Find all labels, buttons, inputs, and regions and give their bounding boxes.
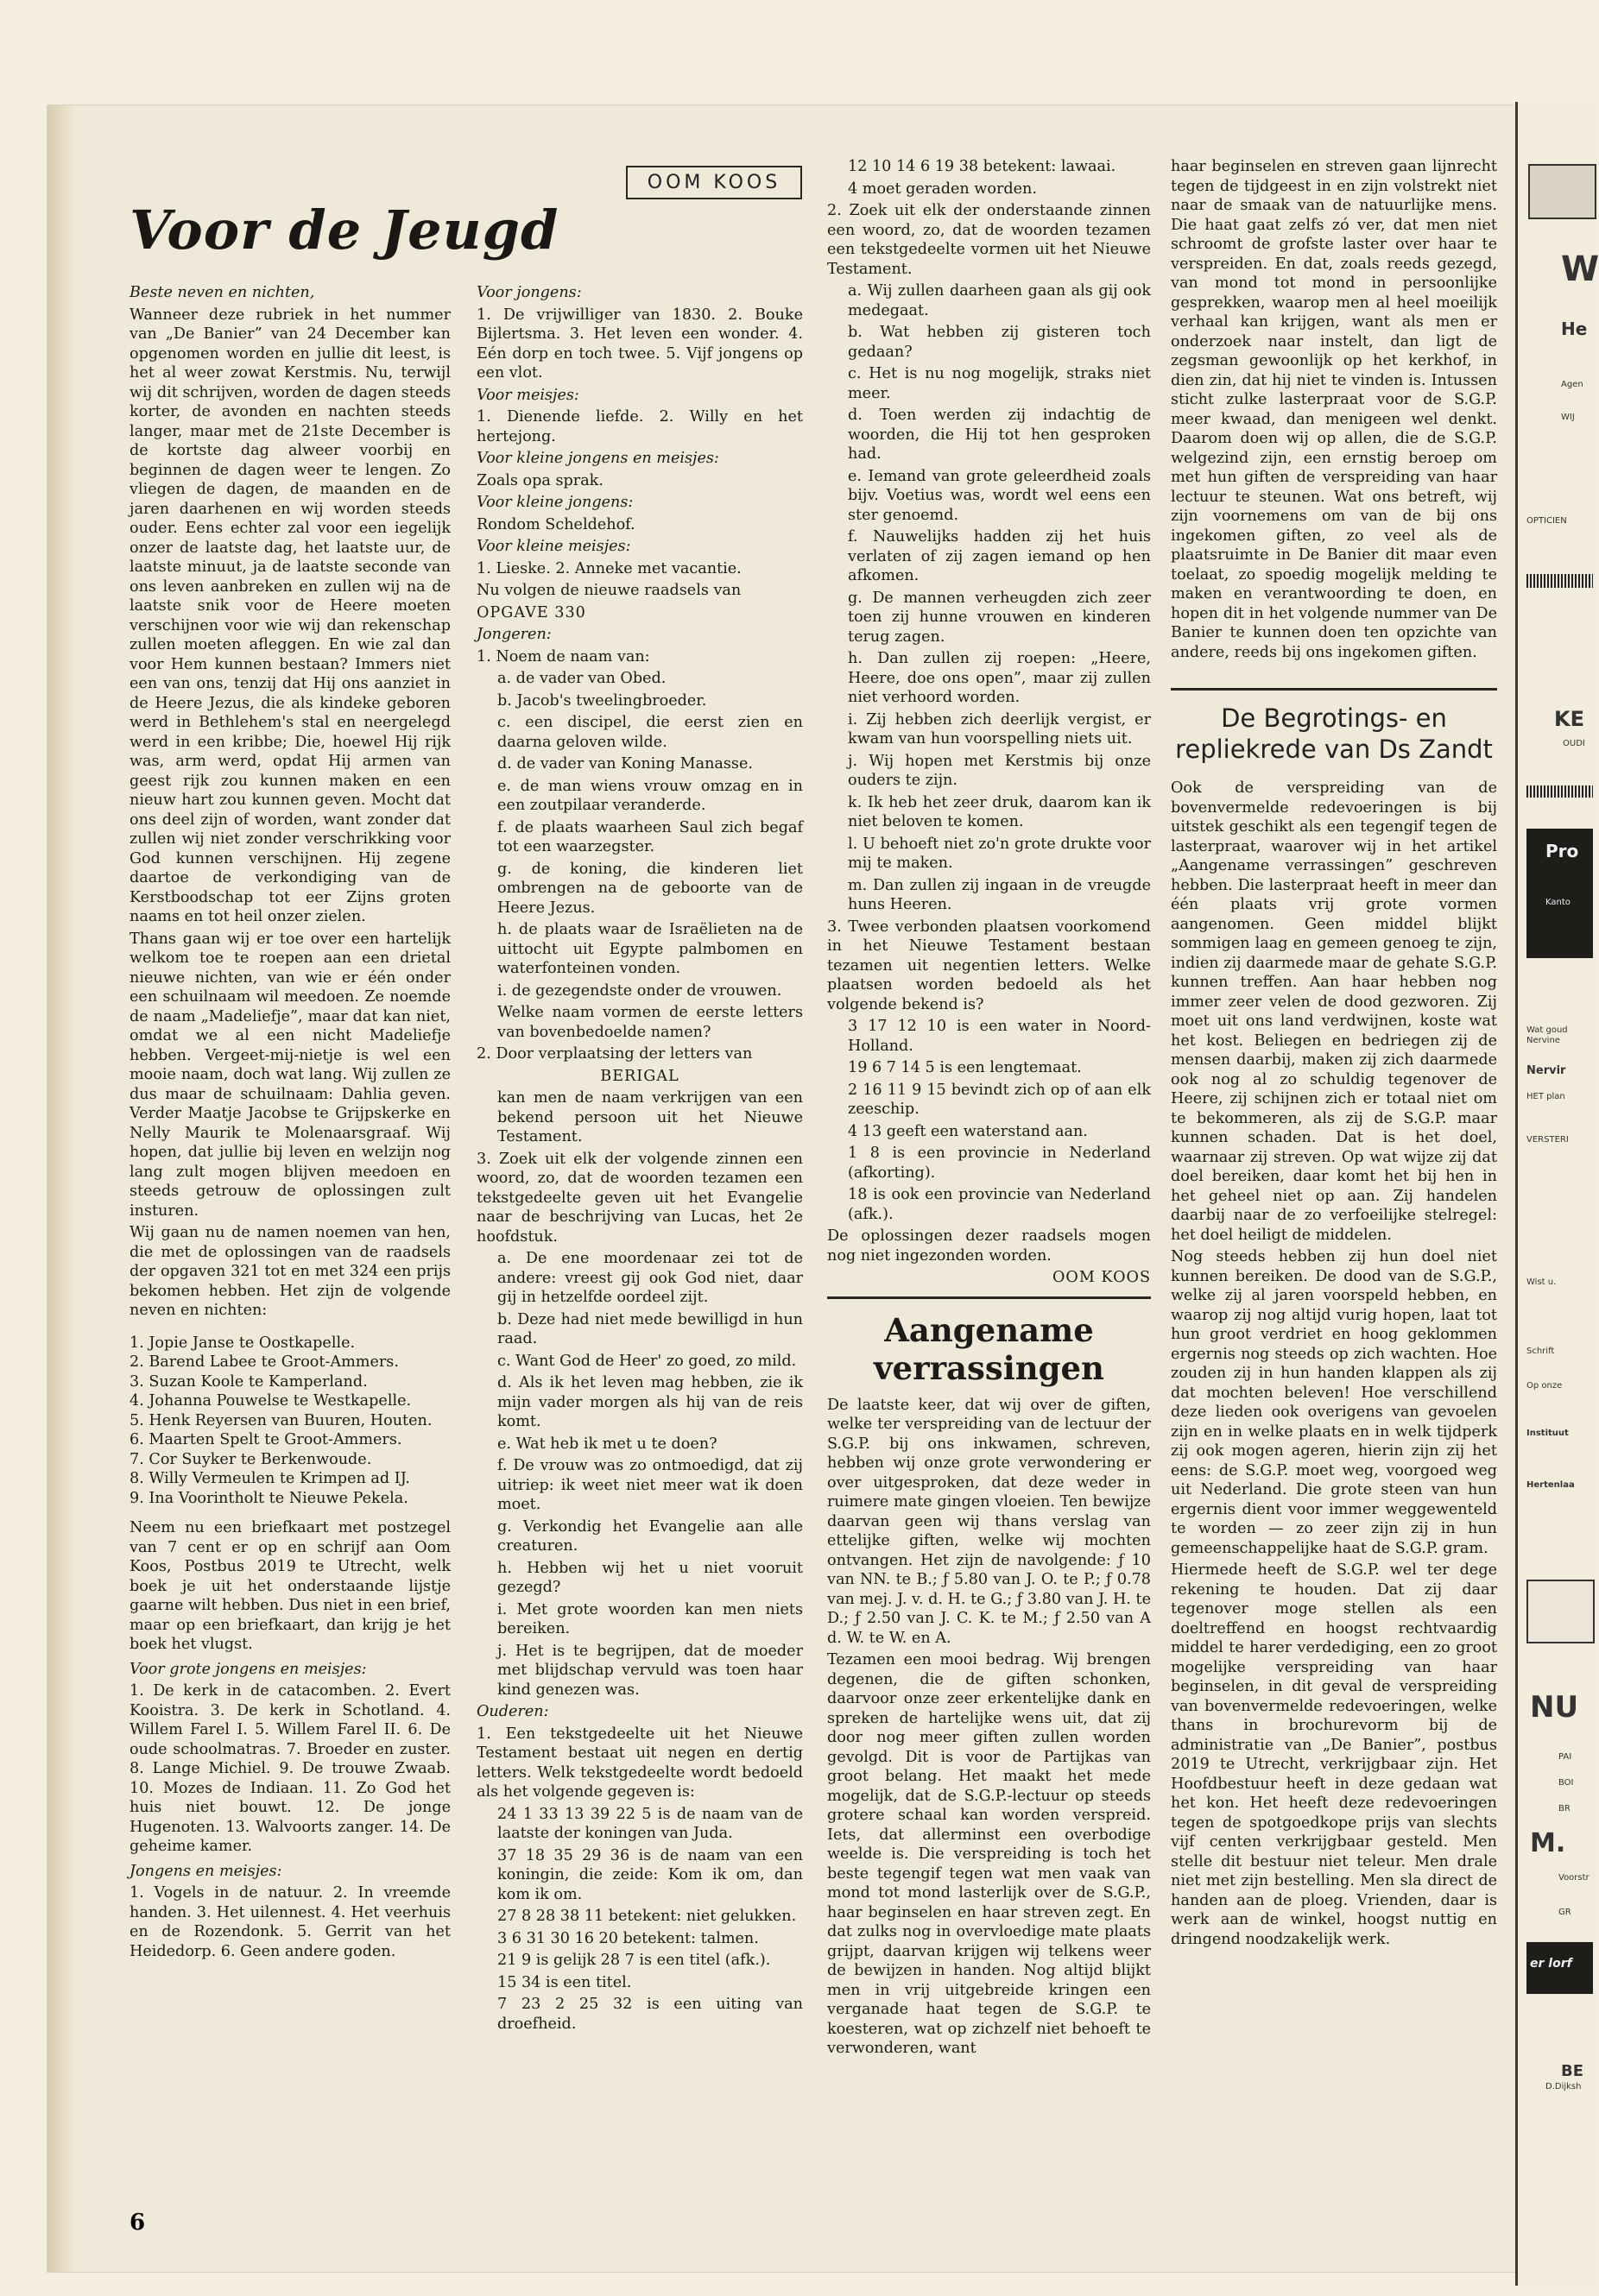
puzzle-item: c. een discipel, die eerst zien en daarna geloven wilde. xyxy=(497,714,803,751)
article-divider xyxy=(1171,688,1497,691)
column-4 xyxy=(1171,157,1497,1952)
winner-item: 9. Ina Voorintholt te Nieuwe Pekela. xyxy=(130,1489,408,1507)
puzzle-item: b. Jacob's tweelingbroeder. xyxy=(497,691,707,710)
strip-text: Agen xyxy=(1561,380,1583,389)
puzzle-item: 1. Een tekstgedeelte uit het Nieuwe Testament bestaat uit negen en dertig letters. Welk tekstgedeelte wordt bedoeld als het volgende gegeven is: xyxy=(477,1725,803,1801)
article-title-begrotingsrede: De Begrotings- en repliekrede van Ds Zandt xyxy=(1175,703,1493,764)
puzzle-item: l. U behoeft niet zo'n grote drukte voor mij te maken. xyxy=(848,835,1151,872)
signature: OOM KOOS xyxy=(1052,1269,1151,1286)
strip-text: BOI xyxy=(1558,1778,1574,1788)
section-label: Voor jongens: xyxy=(477,284,582,301)
puzzle-item: 2. Zoek uit elk der onderstaande zinnen een woord, zo, dat de woorden tezamen een tekstgedeelte vormen uit het Nieuwe Testament. xyxy=(827,202,1151,278)
paragraph: haar beginselen en streven gaan lijnrecht tegen de tijdgeest in en zijn volstrekt niet naar de smaak van de natuurlijke mens. Die haat gaat zelfs zó ver, dat men niet schroomt de grofste laster over haar te verspreiden. En dat, zoals reeds gezegd, van mond tot mond in persoonlijke gesprekken, waarop men al heel moeilijk verhaal kan krijgen, want als men er onderzoek naar instelt, dan ligt de zegsman gewoonlijk op het kerkhof, in dien zin, dat hij niet te vinden is. Intussen sticht zulke lasterpraat voor de S.G.P. meer kwaad, dan menigeen wel denkt. Daarom doen wij op allen, die de S.G.P. welgezind zijn, een ernstig beroep om met hun giften de verspreiding van haar lectuur te steunen. Wat ons betreft, wij zijn voornemens om van de bij ons ingekomen giften, zo veel als de plaatsruimte in De Banier dit maar even toelaat, zo spoedig mogelijk melding te maken en verantwoording te doen, en hopen dit in het volgende nummer van De Banier te kunnen doen ten opzichte van andere, reeds bij ons ingekomen giften. xyxy=(1171,158,1497,661)
strip-text: Schrift xyxy=(1526,1347,1555,1356)
puzzle-item: f. De vrouw was zo ontmoedigd, dat zij uitriep: ik weet niet meer wat ik doen moet. xyxy=(497,1457,803,1513)
article-title-aangename: Aangename verrassingen xyxy=(874,1310,1104,1387)
page-binding-edge xyxy=(47,105,73,2272)
strip-text: Wist u. xyxy=(1526,1277,1557,1287)
winner-item: 5. Henk Reyersen van Buuren, Houten. xyxy=(130,1411,433,1429)
page-number: 6 xyxy=(130,2210,146,2236)
puzzle-item: b. Deze had niet mede bewilligd in hun raad. xyxy=(497,1310,803,1347)
strip-ad-bar xyxy=(1528,164,1596,219)
strip-bars xyxy=(1526,574,1593,588)
paragraph: Wanneer deze rubriek in het nummer van „De Banier” van 24 December kan opgenomen worden en jullie dit leest, is het al weer zowat Kerstmis. Nu, terwijl wij dit schrijven, worden de dagen steeds korter, de avonden en nachten steeds langer, maar met de 21ste December is de kortste dag alweer voorbij en beginnen de dagen weer te lengen. Zo vliegen de dagen, de maanden en de jaren daarhenen en wij worden steeds ouder. Eens echter zal voor een iegelijk onzer de laatste dag, het laatste uur, de laatste minuut, ja de laatste seconde van ons leven aanbreken en zullen wij na de laatste snik voor de Heere moeten verschijnen voor wie wij dan rekenschap zullen moeten afleggen. En wie zal dan voor Hem kunnen bestaan? Immers niet een van ons, tenzij dat Hij ons aanziet in de Heere Jezus, die als kindeke geboren werd in Bethlehem's stal en neergelegd werd in een kribbe; Die, hoewel Hij rijk was, arm werd, opdat Hij armen van geest rijk zou kunnen maken en een nieuw hart zou kunnen geven. Mocht dat ons deel zijn of worden, want zonder dat zullen wij niet zonder verschrikking voor God kunnen verschijnen. Hij zegene daartoe de verkondiging van de Kerstboodschap tot eer Zijns groten naams en tot heil onzer zielen. xyxy=(130,306,451,925)
strip-text: Op onze xyxy=(1526,1381,1563,1391)
puzzle-item: i. Met grote woorden kan men niets bereiken. xyxy=(497,1600,803,1637)
puzzle-item: 1. Noem de naam van: xyxy=(477,647,650,665)
puzzle-item: j. Wij hopen met Kerstmis bij onze ouders te zijn. xyxy=(848,752,1151,789)
strip-text: Nervine xyxy=(1526,1036,1560,1045)
puzzle-item: 3. Twee verbonden plaatsen voorkomend in het Nieuwe Testament bestaan tezamen uit negentien letters. Welke plaatsen worden bedoeld als het volgende bekend is? xyxy=(827,918,1151,1013)
winner-item: 3. Suzan Koole te Kamperland. xyxy=(130,1372,368,1391)
puzzle-item: 37 18 35 29 36 is de naam van een koningin, die zeide: Kom ik om, dan kom ik om. xyxy=(497,1846,803,1903)
puzzle-item: 3. Zoek uit elk der volgende zinnen een woord, zo, dat de woorden tezamen een tekstgedeelte geven uit het Evangelie naar de beschrijving van Lucas, het 2e hoofdstuk. xyxy=(477,1150,803,1246)
winner-item: 1. Jopie Janse te Oostkapelle. xyxy=(130,1334,356,1352)
strip-text: PAI xyxy=(1558,1752,1572,1762)
strip-text: Wat goud xyxy=(1526,1025,1568,1035)
byline-box: OOM KOOS xyxy=(626,166,802,199)
puzzle-item: 1 8 is een provincie in Nederland (afkorting). xyxy=(848,1145,1151,1182)
strip-text: OUDI xyxy=(1563,739,1585,748)
puzzle-item: a. De ene moordenaar zei tot de andere: vreest gij ook God niet, daar gij in hetzelfde oordeel zijt. xyxy=(497,1250,803,1306)
strip-bars xyxy=(1526,785,1593,798)
puzzle-item: 24 1 33 13 39 22 5 is de naam van de laatste der koningen van Juda. xyxy=(497,1805,803,1842)
article-divider xyxy=(827,1296,1151,1299)
paragraph: Ook de verspreiding van de bovenvermelde redevoeringen is bij uitstek geschikt als een tegengif tegen de lasterpraat, waarover wij in het artikel „Aangename verrassingen” geschreven hebben. Die lasterpraat heeft in meer dan één plaats vrij grote vormen aangenomen. Geen middel blijkt sommigen laag en gemeen genoeg te zijn, indien zij daarmede maar de gehate S.G.P. kunnen treffen. Aan haar hebben nog immer zeer velen de dood gezworen. Zij moet uit ons land verdwijnen, koste wat het kost. Beliegen en bedriegen zij de mensen daarbij, maken zij zich daarmede ook nog al zo schuldig tegenover de Heere, zij schijnen zich er totaal niet om te bekommeren, als zij de S.G.P. maar kunnen schaden. Dat is het doel, waarnaar zij streven. Op wat wijze zij dat doel bereiken, daar komt het bij hen in het geheel niet op aan. Zij handelen daarbij naar de zo verfoeilijke stelregel: het doel heiligt de middelen. xyxy=(1171,779,1497,1244)
paragraph: Tezamen een mooi bedrag. Wij brengen degenen, die de giften schonken, daarvoor onze zeer erkentelijke dank en spreken de hartelijke wens uit, dat zij door nog meer giften zullen worden gevolgd. Dit is voor de Partijkas van groot belang. Het maakt het mede mogelijk, dat de S.G.P.-lectuur op steeds grotere schaal kan worden verspreid. Iets, dat allerminst een overbodige weelde is. Die verspreiding is toch het beste tegengif tegen wat men vaak van mond tot mond lasterlijk over de S.G.P., haar beginselen en haar streven zegt. En dat zulks nog in overvloedige mate plaats grijpt, daarvan krijgen wij telkens weer de bewijzen in handen. Nog altijd blijkt men in vrij uitgebreide kringen een verganade haat tegen de S.G.P. te koesteren, wat op zichzelf niet behoeft te verwonderen, want xyxy=(827,1651,1151,2057)
strip-text: er lorf xyxy=(1530,1957,1572,1971)
puzzle-item: f. Nauwelijks hadden zij het huis verlaten of zij zagen iemand op hen afkomen. xyxy=(848,528,1151,584)
puzzle-item: c. Het is nu nog mogelijk, straks niet meer. xyxy=(848,365,1151,402)
strip-text: HET plan xyxy=(1526,1092,1565,1101)
strip-text: W xyxy=(1561,249,1599,289)
strip-text: BE xyxy=(1561,2062,1584,2080)
section-label: Voor grote jongens en meisjes: xyxy=(130,1660,367,1678)
paragraph: Thans gaan wij er toe over een hartelijk welkom toe te roepen aan een drietal nieuwe nichten, van wie er één onder een schuilnaam wil meedoen. Ze noemde de naam „Madeliefje”, maar dat kan niet, omdat we al een nicht Madeliefje hebben. Vergeet-mij-nietje is wel een mooie naam, doch wat lang. Wij zullen ze dus maar de schuilnaam: Dahlia geven. Verder Maatje Jacobse te Grijpskerke en Nelly Maurik te Molenaarsgraaf. Wij hopen, dat jullie bij leven en welzijn nog lang zult mogen blijven meedoen en steeds getrouw de oplossingen zult insturen. xyxy=(130,930,451,1220)
strip-text: BR xyxy=(1558,1804,1571,1813)
book-list: 1. De vrijwilliger van 1830. 2. Bouke Bijlertsma. 3. Het leven een wonder. 4. Eén dorp en toch twee. 5. Vijf jongens op een vlot. xyxy=(477,306,803,382)
strip-text: M. xyxy=(1530,1828,1566,1858)
strip-text: D.Dijksh xyxy=(1545,2082,1582,2091)
puzzle-item: 15 34 is een titel. xyxy=(497,1973,632,1991)
puzzle-item: 4 13 geeft een waterstand aan. xyxy=(848,1122,1088,1140)
strip-text: Hertenlaa xyxy=(1526,1480,1575,1490)
strip-text: WIJ xyxy=(1561,413,1575,422)
section-label: Voor kleine meisjes: xyxy=(477,538,631,555)
paragraph: Hiermede heeft de S.G.P. wel ter dege rekening te houden. Dat zij daar tegenover moge stellen als een doeltreffend en hoogst rechtvaardig middel te harer verdediging, een zo groot mogelijke verspreiding van haar beginselen, in dit geval de verspreiding van bovenvermelde redevoeringen, welke thans in brochurevorm bij de administratie van „De Banier”, postbus 2019 te Utrecht, verkrijgbaar zijn. Het Hoofdbestuur heeft in deze gedaan wat het kon. Het heeft deze redevoeringen tegen de spotgoedkope prijs van slechts vijf centen verkrijgbaar gesteld. Men stelle dit bestuur niet teleur. Men drale niet met zijn bestelling. Men sla direct de handen aan de ploeg. Vrienden, daar is werk aan de winkel, hoogst nuttig en dringend noodzakelijk werk. xyxy=(1171,1561,1497,1948)
strip-text: KE xyxy=(1554,707,1584,731)
column-1 xyxy=(130,283,451,1964)
puzzle-item: 4 moet geraden worden. xyxy=(848,180,1037,198)
paragraph: Neem nu een briefkaart met postzegel van 7 cent er op en schrijf aan Oom Koos, Postbus 2019 te Utrecht, welk boek je uit het onderstaande lijstje gaarne wilt hebben. Dus niet in een brief, maar op een briefkaart, dan krijg je het boek het vlugst. xyxy=(130,1519,451,1653)
puzzle-item: j. Het is te begrijpen, dat de moeder met blijdschap vervuld was toen haar kind genezen was. xyxy=(497,1642,803,1699)
winner-item: 6. Maarten Spelt te Groot-Ammers. xyxy=(130,1431,402,1448)
section-label: Jongeren: xyxy=(477,626,552,643)
book-list: 1. Dienende liefde. 2. Willy en het hertejong. xyxy=(477,408,803,445)
puzzle-item: e. de man wiens vrouw omzag en in een zoutpilaar veranderde. xyxy=(497,777,803,814)
puzzle-item: m. Dan zullen zij ingaan in de vreugde huns Heeren. xyxy=(848,876,1151,913)
winner-item: 8. Willy Vermeulen te Krimpen ad IJ. xyxy=(130,1470,410,1487)
strip-text: Pro xyxy=(1545,841,1579,861)
winner-item: 4. Johanna Pouwelse te Westkapelle. xyxy=(130,1392,412,1410)
puzzle-item: Welke naam vormen de eerste letters van bovenbedoelde namen? xyxy=(497,1004,803,1041)
puzzle-item: b. Wat hebben zij gisteren toch gedaan? xyxy=(848,324,1151,361)
strip-text: Nervir xyxy=(1526,1064,1566,1077)
strip-ad-box xyxy=(1526,1580,1595,1643)
section-label: Ouderen: xyxy=(477,1703,549,1720)
puzzle-item: d. Als ik het leven mag hebben, zie ik mijn vader morgen als hij van de reis komt. xyxy=(497,1374,803,1430)
puzzle-item: 7 23 2 25 32 is een uiting van droefheid. xyxy=(497,1996,803,2033)
puzzle-item: 2. Door verplaatsing der letters van xyxy=(477,1045,753,1063)
puzzle-item: 12 10 14 6 19 38 betekent: lawaai. xyxy=(848,158,1116,175)
puzzle-item: d. Toen werden zij indachtig de woorden, die Hij tot hen gesproken had. xyxy=(848,407,1151,463)
puzzle-heading: OPGAVE 330 xyxy=(477,603,586,621)
puzzle-item: f. de plaats waarheen Saul zich begaf tot een waarzegster. xyxy=(497,818,803,855)
puzzle-item: kan men de naam verkrijgen van een bekend persoon uit het Nieuwe Testament. xyxy=(497,1089,803,1145)
winner-item: 7. Cor Suyker te Berkenwoude. xyxy=(130,1450,372,1468)
puzzle-item: 27 8 28 38 11 betekent: niet gelukken. xyxy=(497,1908,797,1925)
strip-text: He xyxy=(1561,319,1588,339)
strip-text: GR xyxy=(1558,1908,1571,1917)
puzzle-item: i. Zij hebben zich deerlijk vergist, er kwam van hun voorspelling niets uit. xyxy=(848,710,1151,747)
puzzle-item: g. Verkondig het Evangelie aan alle creaturen. xyxy=(497,1517,803,1555)
puzzle-item: a. de vader van Obed. xyxy=(497,670,667,687)
paragraph: Nog steeds hebben zij hun doel niet kunnen bereiken. De dood van de S.G.P., welke zij al jaren voorspeld hebben, en waarop zij nog altijd vurig hopen, laat tot hun groot verdriet en hoog geklommen ergernis nog steeds op zich wachten. Hoe zouden zij in hun handen klappen als zij dat mochten beleven! Hoe verschillend deze lieden ook overigens van gevoelen zijn en in welke plaats en in welk tijdperk zij ook mogen ageren, hierin zijn zij het eens: de S.G.P. moet weg, voorgoed weg uit Nederland. Die grote steen van hun ergernis dient voor immer weggewenteld te worden — zo zeer zijn zij in hun gemeenschappelijke haat de S.G.P. gram. xyxy=(1171,1248,1497,1557)
puzzle-item: c. Want God de Heer' zo goed, zo mild. xyxy=(497,1352,797,1370)
puzzle-word: BERIGAL xyxy=(600,1067,679,1085)
strip-text: Instituut xyxy=(1526,1429,1569,1438)
puzzle-item: h. de plaats waar de Israëlieten na de uittocht uit Egypte palmbomen en waterfonteinen vonden. xyxy=(497,921,803,977)
section-label: Voor kleine jongens en meisjes: xyxy=(477,450,719,467)
section-label: Voor meisjes: xyxy=(477,386,579,404)
paragraph: De oplossingen dezer raadsels mogen nog niet ingezonden worden. xyxy=(827,1227,1151,1265)
puzzle-item: i. de gezegendste onder de vrouwen. xyxy=(497,981,782,1000)
strip-text: VERSTERI xyxy=(1526,1135,1569,1145)
book-list: Zoals opa sprak. xyxy=(477,471,604,489)
book-list: 1. De kerk in de catacomben. 2. Evert Kooistra. 3. De kerk in Schotland. 4. Willem Farel I. 5. Willem Farel II. 6. De oude schoolmatras. 7. Broeder en zuster. 8. Lange Michiel. 9. De trouwe Zwaab. 10. Mozes de Indiaan. 11. Zo God het huis niet bouwt. 12. De jonge Hugenoten. 13. Walvoorts zanger. 14. De geheime kamer. xyxy=(130,1682,451,1855)
strip-text: Kanto xyxy=(1545,898,1571,907)
puzzle-item: g. de koning, die kinderen liet ombrengen na de geboorte van de Heere Jezus. xyxy=(497,860,803,917)
puzzle-item: e. Wat heb ik met u te doen? xyxy=(497,1435,717,1453)
puzzle-item: 3 17 12 10 is een water in Noord-Holland. xyxy=(848,1018,1151,1055)
page-title: Voor de Jeugd xyxy=(130,199,559,262)
puzzle-item: a. Wij zullen daarheen gaan als gij ook medegaat. xyxy=(848,282,1151,319)
column-3 xyxy=(827,157,1151,2061)
puzzle-item: k. Ik heb het zeer druk, daarom kan ik niet beloven te komen. xyxy=(848,793,1151,830)
paragraph: Wij gaan nu de namen noemen van hen, die met de oplossingen van de raadsels der opgaven 321 tot en met 324 een prijs bekomen hebben. Het zijn de volgende neven en nichten: xyxy=(130,1224,451,1319)
puzzle-item: 19 6 7 14 5 is een lengtemaat. xyxy=(848,1059,1082,1076)
puzzle-item: d. de vader van Koning Manasse. xyxy=(497,755,753,773)
puzzle-item: 2 16 11 9 15 bevindt zich op of aan elk zeeschip. xyxy=(848,1081,1151,1118)
puzzle-item: 18 is ook een provincie van Nederland (afk.). xyxy=(848,1186,1151,1223)
puzzle-item: g. De mannen verheugden zich zeer toen zij hunne vrouwen en kinderen terug zagen. xyxy=(848,589,1151,646)
book-list: 1. Vogels in de natuur. 2. In vreemde handen. 3. Het uilennest. 4. Het veerhuis en de Rozendonk. 5. Gerrit van het Heidedorp. 6. Geen andere goden. xyxy=(130,1884,451,1960)
strip-text: OPTICIEN xyxy=(1526,516,1567,526)
section-label: Jongens en meisjes: xyxy=(130,1862,282,1880)
column-2 xyxy=(477,283,803,2036)
strip-text: Voorstr xyxy=(1558,1873,1590,1883)
book-list: 1. Lieske. 2. Anneke met vacantie. xyxy=(477,559,742,577)
winner-item: 2. Barend Labee te Groot-Ammers. xyxy=(130,1353,399,1371)
strip-text: NU xyxy=(1530,1690,1579,1725)
paragraph: Nu volgen de nieuwe raadsels van xyxy=(477,582,742,599)
puzzle-item: h. Dan zullen zij roepen: „Heere, Heere, doe ons open”, maar zij zullen niet verhoord worden. xyxy=(848,650,1151,706)
puzzle-item: 21 9 is gelijk 28 7 is een titel (afk.). xyxy=(497,1952,771,1969)
salutation: Beste neven en nichten, xyxy=(130,284,315,301)
section-label: Voor kleine jongens: xyxy=(477,494,634,511)
book-list: Rondom Scheldehof. xyxy=(477,515,635,533)
puzzle-item: h. Hebben wij het u niet vooruit gezegd? xyxy=(497,1559,803,1596)
puzzle-item: 3 6 31 30 16 20 betekent: talmen. xyxy=(497,1929,759,1947)
paragraph: De laatste keer, dat wij over de giften, welke ter verspreiding van de lectuur der S.G.P. bij ons inkwamen, schreven, hebben wij onze grote verwondering er over uitgesproken, dat deze weder in ruimere mate gingen vloeien. Ten bewijze daarvan geen wij thans verslag van ettelijke giften, welke wij mochten ontvangen. Het zijn de navolgende: ƒ 10 van NN. te B.; ƒ 5.80 van J. O. te P.; ƒ 0.78 van mej. J. v. d. H. te G.; ƒ 3.80 van J. H. te D.; ƒ 2.50 van J. C. K. te M.; ƒ 2.50 van A d. W. te W. en A. xyxy=(827,1396,1151,1647)
puzzle-item: e. Iemand van grote geleerdheid zoals bijv. Voetius was, wordt wel eens een ster genoemd. xyxy=(848,467,1151,524)
